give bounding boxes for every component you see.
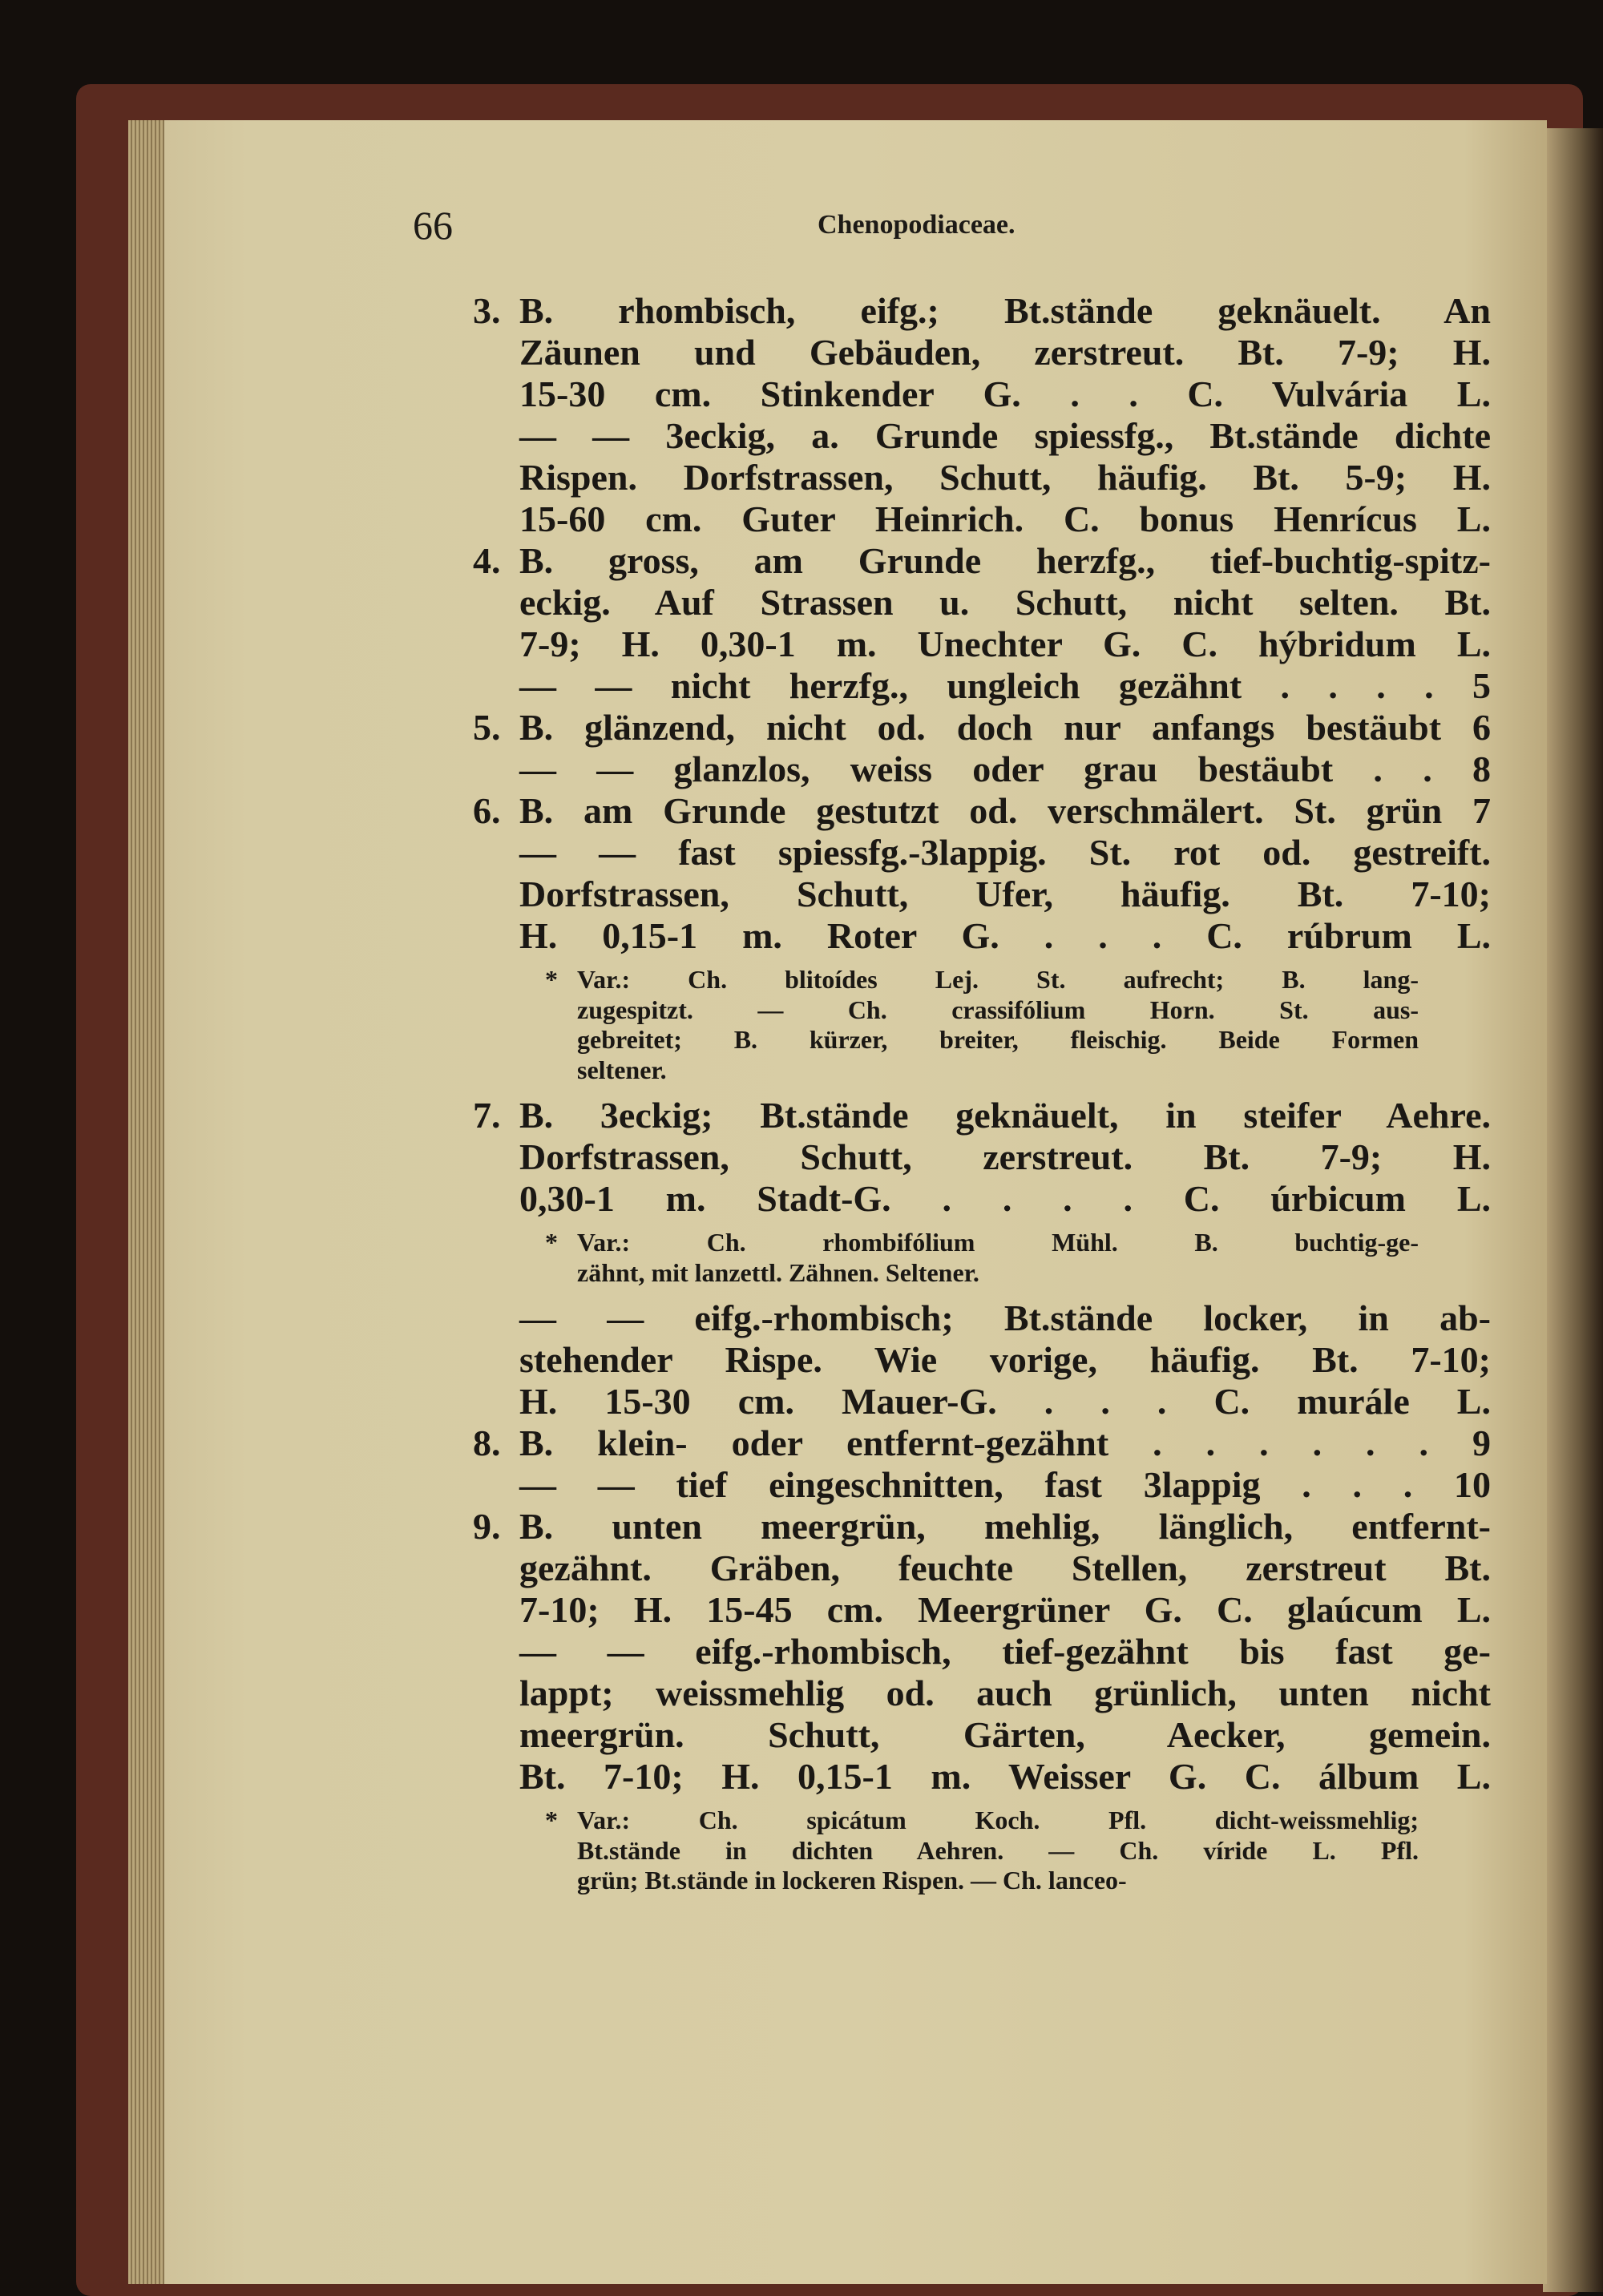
text-line: [473, 1589, 1491, 1631]
variety-note: [545, 965, 1419, 1085]
text-line: [473, 1136, 1491, 1178]
key-number: 7.: [473, 1095, 501, 1136]
text-line: [473, 1547, 1491, 1589]
asterisk-marker: *: [545, 1806, 558, 1834]
text-line: [473, 790, 1491, 832]
text-line: [473, 1095, 1491, 1136]
variety-note-line: Bt.stände in dichten Aehren. — Ch. víride L. Pfl.: [577, 1835, 1419, 1865]
text-line: [473, 1506, 1491, 1547]
text-line: [473, 582, 1491, 623]
variety-note: [545, 1806, 1419, 1896]
text-line: [473, 1464, 1491, 1506]
line-text: Zäunen und Gebäuden, zerstreut. Bt. 7-9; H.: [519, 332, 1491, 373]
line-text: gezähnt. Gräben, feuchte Stellen, zerstreut Bt.: [519, 1547, 1491, 1588]
text-line: [473, 1673, 1491, 1714]
line-text: B. gross, am Grunde herzfg., tief-buchtig-spitz-: [519, 540, 1491, 581]
variety-note: [545, 1228, 1419, 1288]
asterisk-marker: *: [545, 965, 558, 994]
line-text: H. 15-30 cm. Mauer-G. . . . C. murále L.: [519, 1381, 1491, 1422]
line-text: Bt. 7-10; H. 0,15-1 m. Weisser G. C. álbum L.: [519, 1756, 1491, 1797]
text-line: [473, 707, 1491, 749]
variety-note-line: grün; Bt.stände in lockeren Rispen. — Ch. lanceo-: [577, 1866, 1127, 1895]
line-text: B. klein- oder entfernt-gezähnt . . . . . . 9: [519, 1422, 1491, 1463]
line-text: B. glänzend, nicht od. doch nur anfangs bestäubt 6: [519, 707, 1491, 748]
text-line: [473, 1381, 1491, 1422]
text-line: [473, 332, 1491, 373]
text-line: [473, 540, 1491, 582]
line-text: B. unten meergrün, mehlig, länglich, entfernt-: [519, 1506, 1491, 1547]
line-text: 15-30 cm. Stinkender G. . . C. Vulvária L.: [519, 373, 1491, 414]
text-line: [473, 1756, 1491, 1798]
line-text: — — fast spiessfg.-3lappig. St. rot od. gestreift.: [519, 832, 1491, 873]
line-text: — — eifg.-rhombisch; Bt.stände locker, in ab-: [519, 1297, 1491, 1338]
text-line: [473, 373, 1491, 415]
key-number: 5.: [473, 707, 501, 748]
variety-note-line: Var.: Ch. rhombifólium Mühl. B. buchtig-ge-: [577, 1228, 1419, 1257]
text-line: [473, 498, 1491, 540]
line-text: B. 3eckig; Bt.stände geknäuelt, in steifer Aehre.: [519, 1095, 1491, 1136]
text-line: [473, 1339, 1491, 1381]
line-text: — — tief eingeschnitten, fast 3lappig . . . 10: [519, 1464, 1491, 1505]
line-text: lappt; weissmehlig od. auch grünlich, unten nicht: [519, 1673, 1491, 1713]
variety-note-line: Var.: Ch. spicátum Koch. Pfl. dicht-weissmehlig;: [577, 1806, 1419, 1834]
text-line: [473, 290, 1491, 332]
variety-note-line: zugespitzt. — Ch. crassifólium Horn. St. aus-: [577, 995, 1419, 1024]
text-line: [473, 1297, 1491, 1339]
key-number: 9.: [473, 1506, 501, 1547]
line-text: — — glanzlos, weiss oder grau bestäubt . . 8: [519, 749, 1491, 789]
line-text: — — eifg.-rhombisch, tief-gezähnt bis fast ge-: [519, 1631, 1491, 1672]
line-text: 0,30-1 m. Stadt-G. . . . . C. úrbicum L.: [519, 1178, 1491, 1219]
line-text: B. rhombisch, eifg.; Bt.stände geknäuelt. An: [519, 290, 1491, 331]
line-text: — — nicht herzfg., ungleich gezähnt . . . . 5: [519, 665, 1491, 706]
line-text: Dorfstrassen, Schutt, zerstreut. Bt. 7-9; H.: [519, 1136, 1491, 1177]
text-line: [473, 623, 1491, 665]
text-line: [473, 665, 1491, 707]
page-number: 66: [413, 203, 453, 248]
key-number: 6.: [473, 790, 501, 831]
text-line: [473, 457, 1491, 498]
line-text: B. am Grunde gestutzt od. verschmälert. St. grün 7: [519, 790, 1491, 831]
line-text: Rispen. Dorfstrassen, Schutt, häufig. Bt. 5-9; H.: [519, 457, 1491, 498]
running-title: Chenopodiaceae.: [818, 210, 1016, 240]
text-line: [473, 749, 1491, 790]
line-text: 7-9; H. 0,30-1 m. Unechter G. C. hýbridum L.: [519, 623, 1491, 664]
text-line: [473, 1178, 1491, 1220]
line-text: Dorfstrassen, Schutt, Ufer, häufig. Bt. 7-10;: [519, 874, 1491, 914]
line-text: 7-10; H. 15-45 cm. Meergrüner G. C. glaúcum L.: [519, 1589, 1491, 1630]
text-line: [473, 1714, 1491, 1756]
line-text: H. 0,15-1 m. Roter G. . . . C. rúbrum L.: [519, 915, 1491, 956]
text-line: [473, 832, 1491, 874]
line-text: meergrün. Schutt, Gärten, Aecker, gemein.: [519, 1714, 1491, 1755]
text-line: [473, 874, 1491, 915]
line-text: eckig. Auf Strassen u. Schutt, nicht selten. Bt.: [519, 582, 1491, 623]
variety-note-line: seltener.: [577, 1055, 667, 1084]
key-number: 8.: [473, 1422, 501, 1463]
variety-note-line: gebreitet; B. kürzer, breiter, fleischig. Beide Formen: [577, 1025, 1419, 1054]
variety-note-line: Var.: Ch. blitoídes Lej. St. aufrecht; B. lang-: [577, 965, 1419, 994]
text-line: [473, 1422, 1491, 1464]
line-text: 15-60 cm. Guter Heinrich. C. bonus Henrícus L.: [519, 498, 1491, 539]
line-text: stehender Rispe. Wie vorige, häufig. Bt. 7-10;: [519, 1339, 1491, 1380]
page-body: [473, 290, 1491, 1906]
text-line: [473, 1631, 1491, 1673]
text-line: [473, 415, 1491, 457]
line-text: — — 3eckig, a. Grunde spiessfg., Bt.stände dichte: [519, 415, 1491, 456]
text-line: [473, 915, 1491, 957]
key-number: 4.: [473, 540, 501, 581]
asterisk-marker: *: [545, 1228, 558, 1257]
facing-page-edge: [1543, 128, 1603, 2292]
variety-note-line: zähnt, mit lanzettl. Zähnen. Seltener.: [577, 1257, 979, 1287]
key-number: 3.: [473, 290, 501, 331]
